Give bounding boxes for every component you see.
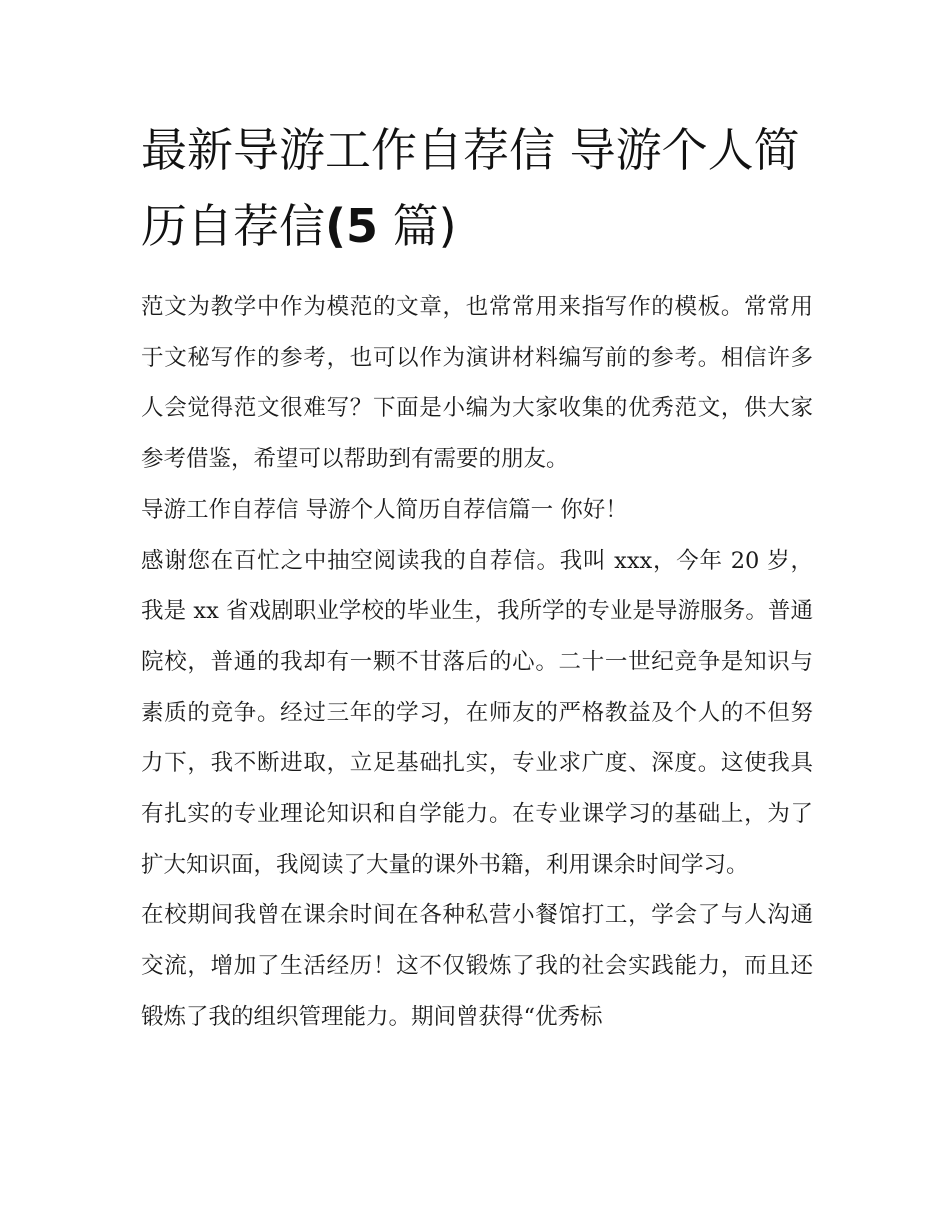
body-paragraph: 感谢您在百忙之中抽空阅读我的自荐信。我叫 xxx，今年 20 岁，我是 xx 省戏剧职业学校的毕业生，我所学的专业是导游服务。普通院校，普通的我却有一颗不甘落后的心。二十一世纪竞争是知识与素质的竞争。经过三年的学习，在师友的严格教益及个人的不但努力下，我不断进取，立足基础扎实，专业求广度、深度。这使我具有扎实的专业理论知识和自学能力。在专业课学习的基础上，为了扩大知识面，我阅读了大量的课外书籍，利用课余时间学习。 [141,547,813,878]
document-body [141,282,813,1043]
section-heading: 导游工作自荐信 导游个人简历自荐信篇一 你好！ [141,496,628,523]
title-count: (5 [325,199,379,253]
intro-paragraph: 范文为教学中作为模范的文章，也常常用来指写作的模板。常常用于文秘写作的参考，也可以作为演讲材料编写前的参考。相信许多人会觉得范文很难写？下面是小编为大家收集的优秀范文，供大家参考借鉴，希望可以帮助到有需要的朋友。 [141,294,813,473]
title-suffix: 篇) [378,199,457,253]
title-text: 最新导游工作自荐信 导游个人简历自荐信 [141,123,800,253]
document-content [141,112,813,1043]
body-paragraph: 在校期间我曾在课余时间在各种私营小餐馆打工，学会了与人沟通交流，增加了生活经历！这不仅锻炼了我的社会实践能力，而且还锻炼了我的组织管理能力。期间曾获得“优秀标 [141,902,813,1030]
document-title [141,112,813,264]
